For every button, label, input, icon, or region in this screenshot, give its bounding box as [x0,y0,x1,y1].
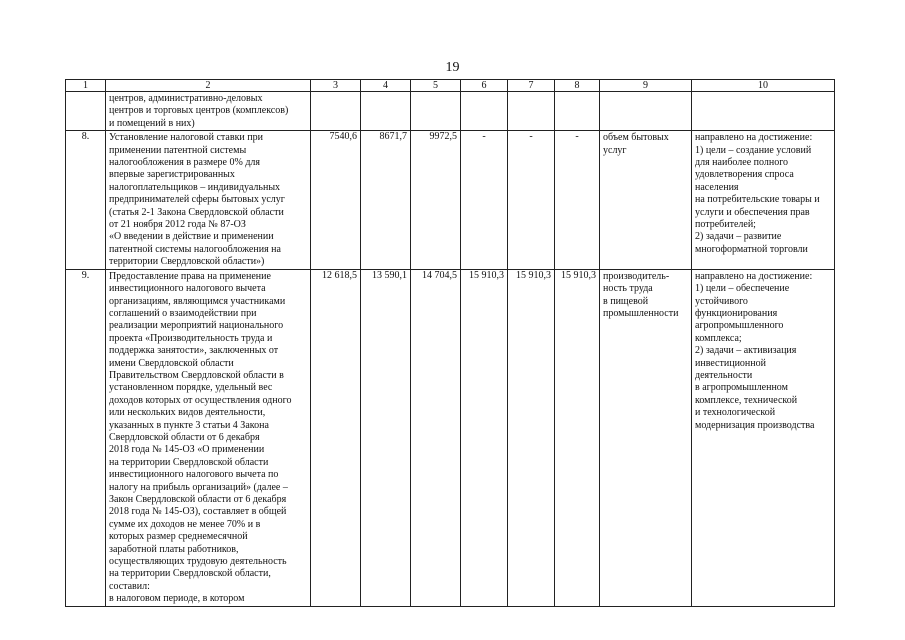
purpose-cell-line: агропромышленного [695,320,784,332]
value-cell-7: - [508,131,555,269]
purpose-cell-line: 1) цели – обеспечение [695,283,790,295]
measure-description-line: организациям, являющимся участниками [109,295,286,307]
purpose-cell-line: инвестиционной [695,357,766,369]
header-cell-6: 6 [461,80,508,92]
purpose-cell-line: 2) задачи – активизация [695,345,797,357]
measure-description-line: заработной платы работников, [109,543,239,555]
measure-description-line: установленном порядке, удельный вес [109,382,273,394]
header-cell-9: 9 [600,80,692,92]
purpose-cell-line: направлено на достижение: [695,270,813,282]
row-number: 8. [66,131,106,269]
page-number: 19 [445,60,460,75]
table-row [66,92,835,131]
value-cell-5: 14 704,5 [411,269,461,606]
purpose-cell-line: комплекса; [695,332,742,344]
measure-description-line: применении патентной системы [109,144,247,156]
purpose-cell-line: в агропромышленном [695,382,788,394]
value-cell-3 [311,92,361,131]
header-cell-5: 5 [411,80,461,92]
indicator-cell [600,131,692,269]
measure-description-line: (статья 2-1 Закона Свердловской области [109,206,284,218]
purpose-cell-line: функционирования [695,307,778,319]
tax-expenditure-table [65,79,835,607]
purpose-cell-line: комплексе, технической [695,394,798,406]
measure-description-line: Предоставление права на применение [109,270,271,282]
indicator-cell-line: производитель- [603,270,670,282]
value-cell-5 [411,92,461,131]
measure-description-line: от 21 ноября 2012 года № 87-ОЗ [109,219,246,231]
measure-description [106,92,311,131]
measure-description [106,269,311,606]
purpose-cell-line: для наиболее полного [695,157,789,169]
measure-description-line: которых размер среднемесячной [109,531,248,543]
measure-description-line: доходов которых от осуществления одного [109,394,292,406]
table-row [66,131,835,269]
measure-description-line: имени Свердловской области [109,357,234,369]
measure-description-line: 2018 года № 145-ОЗ), составляет в общей [109,506,287,518]
indicator-cell [600,269,692,606]
measure-description-line: инвестиционного налогового вычета [109,283,266,295]
value-cell-4 [361,92,411,131]
row-number: 9. [66,269,106,606]
measure-description-line: реализации мероприятий национального [109,320,284,332]
value-cell-3: 12 618,5 [311,269,361,606]
measure-description-line: Свердловской области от 6 декабря [109,431,260,443]
purpose-cell-line: деятельности [695,369,753,381]
header-cell-2: 2 [106,80,311,92]
measure-description-line: на территории Свердловской области, [109,568,271,580]
measure-description-line: инвестиционного налогового вычета по [109,469,279,481]
value-cell-3: 7540,6 [311,131,361,269]
purpose-cell-line: потребителей; [695,219,756,231]
measure-description [106,131,311,269]
purpose-cell-line: направлено на достижение: [695,132,813,144]
measure-description-line: налогоплательщиков – индивидуальных [109,181,281,193]
value-cell-6: - [461,131,508,269]
measure-description-line: в налоговом периоде, в котором [109,593,245,605]
purpose-cell-line: и технологической [695,407,776,419]
value-cell-8: - [555,131,600,269]
purpose-cell-line: услуги и обеспечения прав [695,206,810,218]
measure-description-line: Закон Свердловской области от 6 декабря [109,494,287,505]
purpose-cell-line: многоформатной торговли [695,243,808,255]
purpose-cell [692,92,835,131]
measure-description-line: «О введении в действие и применении [109,231,274,243]
header-cell-8: 8 [555,80,600,92]
measure-description-line: на территории Свердловской области [109,456,269,468]
purpose-cell-line: удовлетворения спроса [695,169,794,181]
measure-description-line: налогообложения в размере 0% для [109,157,261,169]
measure-description-line: Правительством Свердловской области в [109,369,284,381]
value-cell-6 [461,92,508,131]
measure-description-line: сумме их доходов не менее 70% и в [109,518,261,530]
measure-description-line: предпринимателей сферы бытовых услуг [109,194,285,206]
measure-description-line: проекта «Производительность труда и [109,332,273,344]
header-cell-3: 3 [311,80,361,92]
measure-description-line: соглашений о взаимодействии при [109,307,257,319]
header-cell-1: 1 [66,80,106,92]
purpose-cell-line: модернизация производства [695,419,815,431]
purpose-cell-line: на потребительские товары и [695,194,820,206]
measure-description-line: налогу на прибыль организаций» (далее – [109,481,288,493]
value-cell-6: 15 910,3 [461,269,508,606]
indicator-cell-line: в пищевой [603,295,649,307]
purpose-cell-line: 1) цели – создание условий [695,144,812,156]
measure-description-line: осуществляющих трудовую деятельность [109,556,287,568]
value-cell-4: 13 590,1 [361,269,411,606]
value-cell-8: 15 910,3 [555,269,600,606]
indicator-cell-line: услуг [603,144,627,156]
purpose-cell-line: 2) задачи – развитие [695,231,782,243]
value-cell-4: 8671,7 [361,131,411,269]
value-cell-7 [508,92,555,131]
measure-description-line: поддержка занятости», заключенных от [109,345,279,357]
column-number-header-row [66,80,835,92]
indicator-cell-line: ность труда [603,283,653,295]
indicator-cell [600,92,692,131]
purpose-cell-line: населения [695,181,739,193]
header-cell-10: 10 [692,80,835,92]
table-row [66,269,835,606]
measure-description-line: центров, административно-деловых [109,93,263,104]
measure-description-line: центров и торговых центров (комплексов) [109,105,289,117]
measure-description-line: или нескольких видов деятельности, [109,407,266,419]
purpose-cell [692,269,835,606]
measure-description-line: территории Свердловской области») [109,256,265,268]
measure-description-line: и помещений в них) [109,117,195,129]
measure-description-line: 2018 года № 145-ОЗ «О применении [109,444,265,456]
value-cell-5: 9972,5 [411,131,461,269]
measure-description-line: составил: [109,580,150,592]
header-cell-7: 7 [508,80,555,92]
value-cell-7: 15 910,3 [508,269,555,606]
value-cell-8 [555,92,600,131]
indicator-cell-line: объем бытовых [603,132,669,144]
row-number [66,92,106,131]
measure-description-line: указанных в пункте 3 статьи 4 Закона [109,419,269,431]
measure-description-line: впервые зарегистрированных [109,169,235,181]
measure-description-line: Установление налоговой ставки при [109,132,263,144]
header-cell-4: 4 [361,80,411,92]
indicator-cell-line: промышленности [603,307,679,319]
purpose-cell-line: устойчивого [695,295,748,307]
purpose-cell [692,131,835,269]
measure-description-line: патентной системы налогообложения на [109,243,281,255]
